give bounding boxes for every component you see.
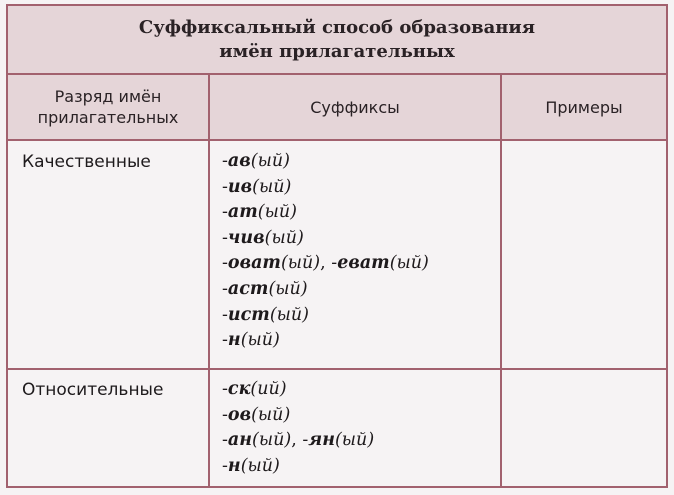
suffix-morpheme: оват xyxy=(227,253,281,274)
suffix-ending: (ый) xyxy=(269,304,310,325)
header-category-line-2: прилагательных xyxy=(37,108,179,127)
suffix-ending: (ый) xyxy=(334,430,375,451)
suffix-ending: (ый) xyxy=(257,202,297,223)
suffix-ending: (ый) xyxy=(268,278,308,299)
examples-cell-qualitative xyxy=(502,143,666,368)
header-examples-label: Примеры xyxy=(545,97,623,117)
suffix-table xyxy=(6,4,668,488)
suffix-morpheme: еват xyxy=(337,253,390,274)
header-examples xyxy=(502,75,666,139)
suffix-dash: - xyxy=(222,455,228,476)
category-relative: Относительные xyxy=(22,380,164,400)
suffix-dash: - xyxy=(302,430,309,451)
suffix-item xyxy=(222,226,429,252)
suffix-item xyxy=(222,175,429,201)
table-title-line-1: Суффиксальный способ образования xyxy=(138,16,536,38)
suffix-item xyxy=(222,149,429,175)
table-header-row xyxy=(8,75,666,141)
suffix-item xyxy=(222,328,429,354)
suffix-morpheme: н xyxy=(227,330,241,351)
suffix-item xyxy=(222,428,374,454)
header-category-line-1: Разряд имён xyxy=(54,87,162,106)
suffix-morpheme: ист xyxy=(227,304,270,325)
suffix-morpheme: ив xyxy=(227,176,253,197)
table-title-line-2: имён прилагательных xyxy=(219,40,455,62)
suffix-ending: (ый) xyxy=(252,430,292,451)
suffix-item xyxy=(222,200,429,226)
suffix-item xyxy=(222,377,374,403)
suffix-dash: - xyxy=(222,278,228,299)
suffix-dash: - xyxy=(331,253,338,274)
suffix-morpheme: ат xyxy=(227,202,258,223)
suffix-morpheme: ян xyxy=(308,430,335,451)
suffix-item xyxy=(222,454,374,480)
suffix-morpheme: ов xyxy=(227,404,252,425)
suffix-item xyxy=(222,303,429,329)
suffix-dash: - xyxy=(222,253,228,274)
suffix-item xyxy=(222,403,374,429)
column-divider-1 xyxy=(208,75,210,486)
suffix-ending: (ый) xyxy=(264,227,304,248)
suffix-morpheme: аст xyxy=(227,278,269,299)
suffix-dash: - xyxy=(222,151,228,171)
suffix-morpheme: ан xyxy=(227,430,253,451)
suffix-dash: - xyxy=(222,176,228,197)
suffix-item xyxy=(222,277,429,303)
suffix-ending: (ый) xyxy=(251,404,291,425)
category-qualitative: Качественные xyxy=(22,152,151,172)
suffix-dash: - xyxy=(222,202,228,223)
suffix-dash: - xyxy=(222,404,228,425)
suffix-dash: - xyxy=(222,227,228,248)
suffix-ending: (ый) xyxy=(240,455,280,476)
suffix-ending: (ый) xyxy=(389,253,429,274)
suffix-dash: - xyxy=(222,430,228,451)
suffix-item xyxy=(222,251,429,277)
suffix-ending: (ый) xyxy=(252,176,292,197)
suffix-ending: (ий) xyxy=(250,379,287,399)
suffix-ending: (ый) xyxy=(240,330,280,351)
suffix-separator: , xyxy=(291,430,303,451)
suffix-dash: - xyxy=(222,330,228,351)
suffix-morpheme: ск xyxy=(227,379,251,399)
header-suffixes-label: Суффиксы xyxy=(310,97,400,117)
header-category xyxy=(8,75,208,139)
examples-cell-relative xyxy=(502,370,666,486)
suffix-dash: - xyxy=(222,379,228,399)
suffix-morpheme: н xyxy=(227,455,241,476)
suffix-list-qualitative xyxy=(222,149,429,354)
header-suffixes xyxy=(210,75,500,139)
suffix-ending: (ый) xyxy=(250,151,290,171)
suffix-list-relative xyxy=(222,377,374,479)
suffix-separator: , xyxy=(320,253,332,274)
suffix-dash: - xyxy=(222,304,228,325)
table-title xyxy=(8,6,666,75)
suffix-morpheme: чив xyxy=(227,227,265,248)
suffix-ending: (ый) xyxy=(280,253,321,274)
suffix-morpheme: ав xyxy=(227,151,251,171)
